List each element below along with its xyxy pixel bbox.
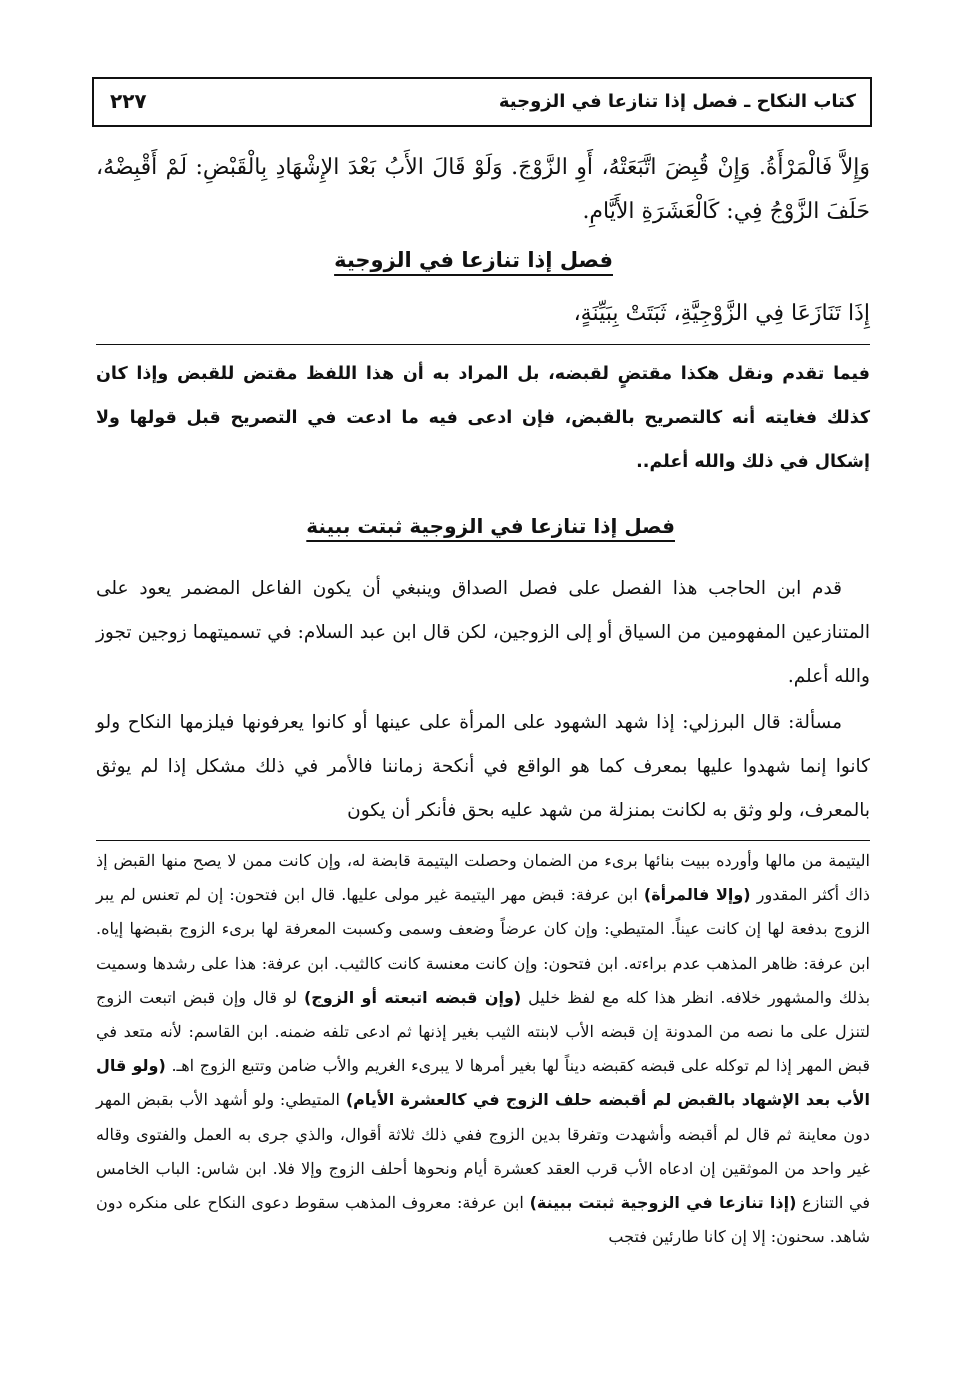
- footnote-quote: (وإن قبضه اتبعته أو الزوج): [303, 987, 522, 1007]
- footnote-quote: (وإلا فالمرأة): [643, 885, 751, 905]
- separator-rule: [96, 344, 870, 345]
- matn-section-heading: فصل إذا تنازعا في الزوجية: [334, 248, 613, 272]
- footnote-rule: [96, 840, 870, 841]
- footnote-text: لو قال وإن قبض اتبعت الزوج لتنزل على ما نصه من المدونة إن قبضه الأب لابنته الثيب بغير إذنها ثم ادعى تلفه ضمنه. ابن القاسم: لأنه متعد في قبض المهر إذا لم توكله على قبضه كقبضه ديناً لها بغير أمرها لا يبرىء الغريم والأب ضامن وتتبع الزوج اهـ.: [96, 987, 870, 1076]
- footnote-text: المتيطي: ولو أشهد الأب بقبض المهر دون معاينة ثم قال لم أقبضه وأشهدت وتفرقا بدين الزوج ففي ذلك ثلاثة أقوال، والذي جرى به العمل والفتوى وقاله غير واحد من الموثقين إن ادعاه الأب قرب العقد كعشرة أيام ونحوها أحلف الزوج وإلا فلا. ابن شاس: الباب الخامس في التنازع: [96, 1090, 871, 1213]
- running-header: [92, 77, 872, 127]
- header-title: كتاب النكاح ـ فصل إذا تنازعا في الزوجية: [498, 91, 856, 112]
- footnote-text: ابن عرفة: معروف المذهب سقوط دعوى النكاح على منكره دون شاهد. سحنون: إلا إن كانا طارئين فتجب: [96, 1193, 870, 1247]
- footnote-text: اليتيمة من مالها وأورده ببيت بنائها برىء من الضمان وحصلت اليتيمة قابضة له، وإن كانت ممن لا يصح منها القبض إذ ذاك أكثر المقدور: [96, 851, 871, 905]
- commentary-paragraph: قدم ابن الحاجب هذا الفصل على فصل الصداق وينبغي أن يكون الفاعل المضمر يعود على المتنازعين المفهومين من السياق أو إلى الزوجين، لكن قال ابن عبد السلام: في تسميتهما زوجين تجوز والله أعلم.: [96, 578, 870, 687]
- matn-paragraph: وَإِلاَّ فَالْمَرْأَةُ. وَإِنْ قُبِضَ اتَّبَعَتْهُ، أَوِ الزَّوْجَ. وَلَوْ قَالَ الأَبُ بَعْدَ الإِشْهَادِ بِالْقَبْضِ: لَمْ أَقْبِضْهُ، حَلَفَ الزَّوْجُ فِي: كَالْعَشَرَةِ الأَيَّامِ.: [96, 155, 870, 224]
- footnote-text: ابن عرفة: قبض مهر اليتيمة غير مولى عليها. قال ابن فتحون: إن لم تعنس لم يبر الزوج بدفعة لها إن كانت عيناً. المتيطي: وإن كان عرضاً وضعف وسمى وكسبت المعرفة لها برىء الزوج بقبضها إياه. ابن عرفة: ظاهر المذهب عدم براءته. ابن فتحون: وإن كانت معنسة كانت كالثيب. ابن عرفة: هذا على رشدها وسميت بذلك والمشهور خلافه. انظر هذا كله مع لفظ خليل: [96, 885, 871, 1007]
- previous-note: فيما تقدم ونقل هكذا مقتضٍ لقبضه، بل المراد به أن هذا اللفظ مقتض للقبض وإذا كان كذلك فغايته أنه كالتصريح بالقبض، فإن ادعى فيه ما ادعت في التصريح قبل قولها ولا إشكال في ذلك والله أعلم..: [96, 364, 870, 472]
- commentary-heading: فصل إذا تنازعا في الزوجية ثبتت ببينة: [306, 514, 675, 538]
- footnote-quote: (إذا تنازعا في الزوجية ثبتت ببينة): [529, 1193, 797, 1213]
- footnote-quote: (ولو قال الأب بعد الإشهاد بالقبض لم أقبضه حلف الزوج في كالعشرة الأيام): [96, 1056, 870, 1110]
- footnote-block: [96, 844, 870, 1324]
- commentary-paragraph-issue: مسألة: قال البرزلي: إذا شهد الشهود على المرأة على عينها أو كانوا يعرفونها فيلزمها النكاح ولو كانوا إنما شهدوا عليها بمعرف كما هو الواقع في أنكحة زماننا فالأمر في ذلك مشكل إذا لم يوثق بالمعرف، ولو وثق به لكانت بمنزلة من شهد عليه بحق فأنكر أن يكون: [96, 712, 870, 821]
- matn-line: إِذَا تَنَازَعَا فِي الزَّوْجِيَّةِ، ثَبَتَتْ بِبَيِّنَةٍ،: [573, 301, 870, 326]
- page-number: ٢٢٧: [110, 89, 147, 113]
